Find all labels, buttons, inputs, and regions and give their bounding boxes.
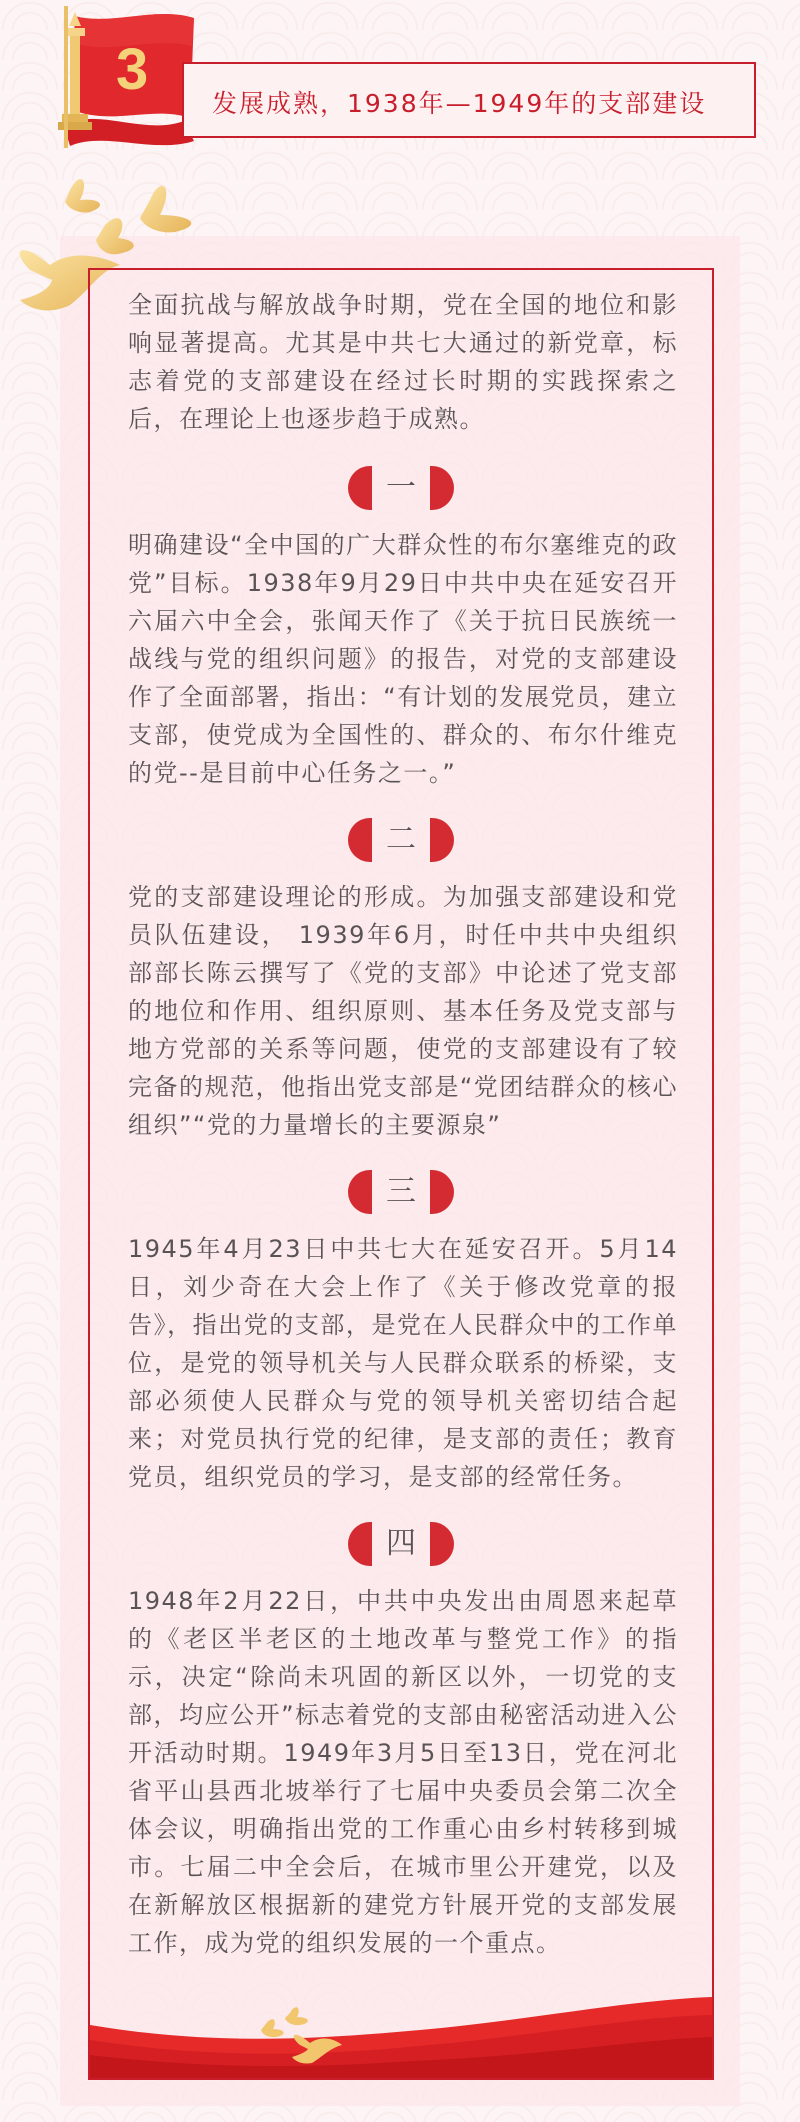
section-marker-4	[348, 1522, 454, 1566]
marker-number: 一	[386, 470, 416, 505]
intro-paragraph: 全面抗战与解放战争时期，党在全国的地位和影响显著提高。尤其是中共七大通过的新党章，标志着党的支部建设在经过长时期的实践探索之后，在理论上也逐步趋于成熟。	[128, 291, 678, 433]
marker-right-cap	[430, 1170, 454, 1214]
marker-right-cap	[430, 1522, 454, 1566]
marker-left-cap	[348, 466, 372, 510]
marker-number: 二	[386, 822, 416, 857]
marker-left-cap	[348, 1522, 372, 1566]
red-wave-ribbon	[90, 1985, 712, 2078]
marker-right-cap	[430, 466, 454, 510]
section-marker-1	[348, 466, 454, 510]
section-2-paragraph: 党的支部建设理论的形成。为加强支部建设和党员队伍建设， 1939年6月，时任中共中央组织部部长陈云撰写了《党的支部》中论述了党支部的地位和作用、组织原则、基本任务及党支部与地方党部的关系等问题，使党的支部建设有了较完备的规范，他指出党支部是“党团结群众的核心组织”“党的力量增长的主要源泉”	[128, 883, 678, 1139]
marker-left-cap	[348, 1170, 372, 1214]
section-marker-2	[348, 818, 454, 862]
section-1-paragraph: 明确建设“全中国的广大群众性的布尔塞维克的政党”目标。1938年9月29日中共中央在延安召开六届六中全会，张闻天作了《关于抗日民族统一战线与党的组织问题》的报告，对党的支部建设作了全面部署，指出：“有计划的发展党员，建立支部，使党成为全国性的、群众的、布尔什维克的党--是目前中心任务之一。”	[128, 531, 678, 787]
section-4-paragraph: 1948年2月22日，中共中央发出由周恩来起草的《老区半老区的土地改革与整党工作》的指示，决定“除尚未巩固的新区以外，一切党的支部，均应公开”标志着党的支部由秘密活动进入公开活动时期。1949年3月5日至13日，党在河北省平山县西北坡举行了七届中央委员会第二次全体会议，明确指出党的工作重心由乡村转移到城市。七届二中全会后，在城市里公开建党，以及在新解放区根据新的建党方针展开党的支部发展工作，成为党的组织发展的一个重点。	[128, 1587, 678, 1957]
section-marker-3	[348, 1170, 454, 1214]
section-number: 3	[116, 37, 149, 102]
marker-right-cap	[430, 818, 454, 862]
marker-number: 四	[386, 1526, 416, 1561]
section-3-paragraph: 1945年4月23日中共七大在延安召开。5月14日，刘少奇在大会上作了《关于修改党章的报告》，指出党的支部，是党在人民群众中的工作单位，是党的领导机关与人民群众联系的桥梁，支部必须使人民群众与党的领导机关密切结合起来；对党员执行党的纪律，是支部的责任；教育党员，组织党员的学习，是支部的经常任务。	[128, 1235, 678, 1491]
page-title: 发展成熟，1938年—1949年的支部建设	[212, 89, 707, 118]
marker-left-cap	[348, 818, 372, 862]
marker-number: 三	[386, 1174, 416, 1209]
